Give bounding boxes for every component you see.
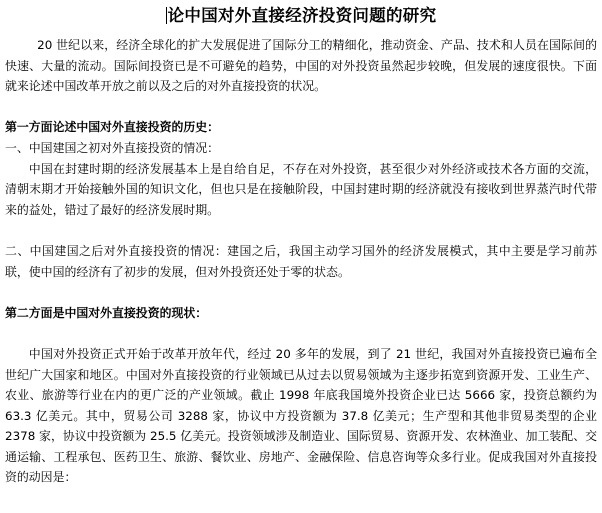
section1-sub2-paragraph: 二、中国建国之后对外直接投资的情况：建国之后，我国主动学习国外的经济发展模式，其中主要是学习前苏联，使中国的经济有了初步的发展，但对外投资还处于零的状态。 [5, 243, 597, 279]
section2-body: 中国对外投资正式开始于改革开放年代，经过 20 多年的发展，到了 21 世纪，我国对外直接投资已遍布全世纪广大国家和地区。中国对外直接投资的行业领域已从过去以贸易领域为主逐步拓宽到资源开发、工业生产、农业、旅游等行业在内的更广泛的产业领域。截止 1998 年底我国境外投资企业已达 5666 家，投资总额约为 63.3 亿美元。其中，贸易公司 3288 家，协议中方投资额为 37.8 亿美元；生产型和其他非贸易类型的企业 2378 家，协议中投资额为 25.5 亿美元。投资领域涉及制造业、国际贸易、资源开发、农林渔业、加工装配、交通运输、工程承包、医药卫生、旅游、餐饮业、房地产、金融保险、信息咨询等众多行业。促成我国对外直接投资的动因是： [5, 346, 597, 485]
blank-line [5, 323, 597, 344]
blank-line [5, 97, 597, 118]
section2-heading: 第二方面是中国对外直接投资的现状： [5, 305, 208, 320]
text-cursor [166, 7, 167, 24]
section1-sub1-body: 中国在封建时期的经济发展基本上是自给自足，不存在对外投资，甚至很少对外经济或技术各方面的交流，清朝末期才开始接触外国的知识文化，但也只是在接触阶段，中国封建时期的经济就没有接收到世界蒸汽时代带来的益处，错过了最好的经济发展时期。 [5, 161, 597, 217]
document-title-text: 论中国对外直接经济投资问题的研究 [167, 6, 437, 25]
section1-heading: 第一方面论述中国对外直接投资的历史： [5, 120, 220, 135]
intro-paragraph: 20 世纪以来，经济全球化的扩大发展促进了国际分工的精细化，推动资金、产品、技术和人员在国际间的快速、大量的流动。国际间投资已是不可避免的趋势，中国的对外投资虽然起步较晚，但发展的速度很快。下面就来论述中国改革开放之前以及之后的对外直接投资的状况。 [5, 38, 597, 94]
section1-sub1-title: 一、中国建国之初对外直接投资的情况： [5, 140, 220, 155]
blank-line [5, 220, 597, 241]
document-title [5, 4, 597, 28]
blank-line [5, 282, 597, 303]
document-body [5, 4, 597, 488]
